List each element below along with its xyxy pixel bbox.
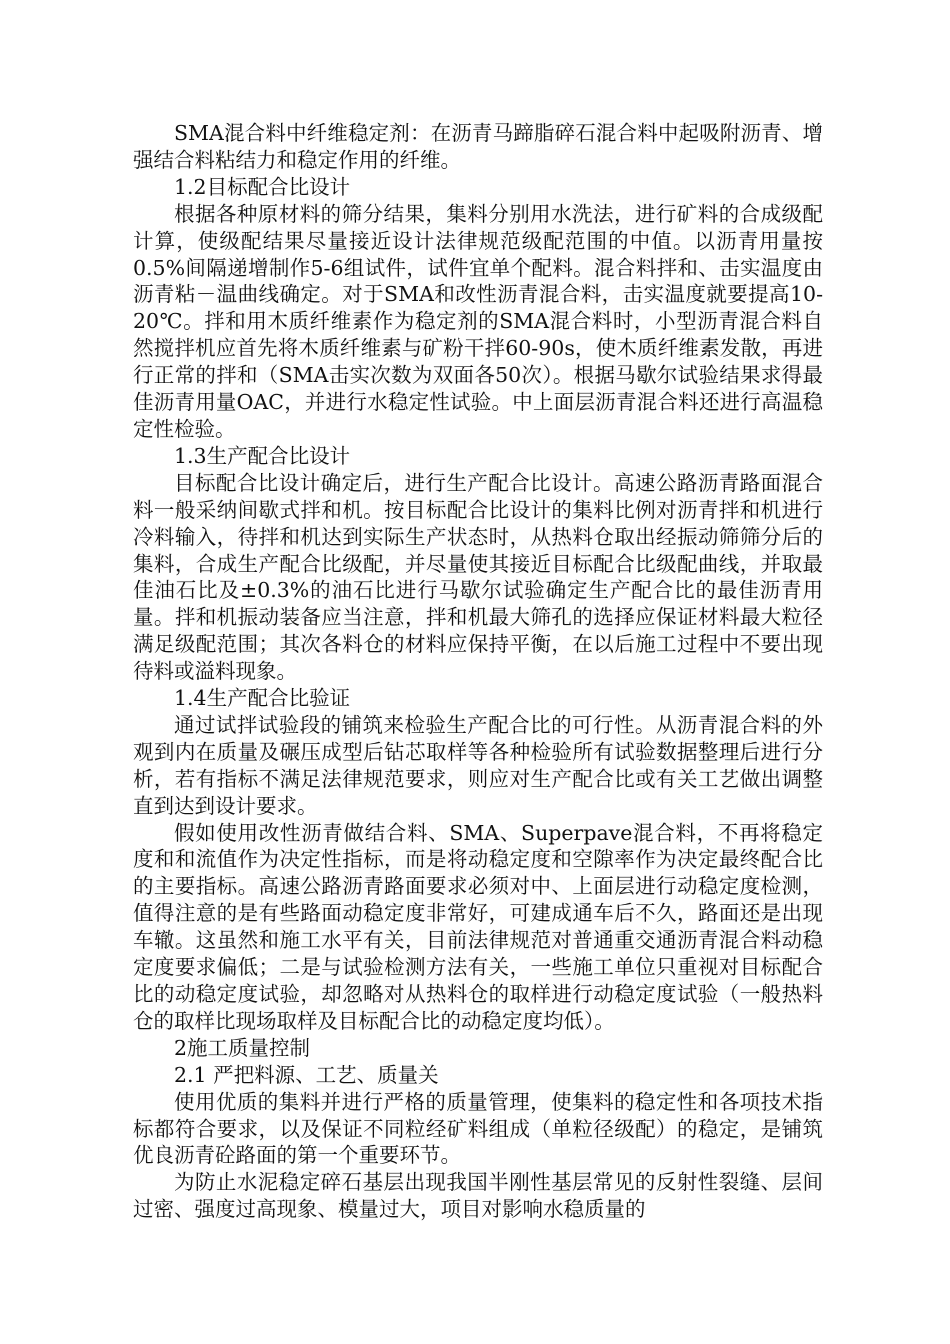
section-heading-1-3: 1.3生产配合比设计 <box>174 443 351 468</box>
document-page <box>133 120 823 1223</box>
paragraph-modified-asphalt: 假如使用改性沥青做结合料、SMA、Superpave混合料，不再将稳定度和和流值作为决定性指标，而是将动稳定度和空隙率作为决定最终配合比的主要指标。高速公路沥青路面要求必须对中、上面层进行动稳定度检测，值得注意的是有些路面动稳定度非常好，可建成通车后不久，路面还是出现车辙。这虽然和施工水平有关，目前法律规范对普通重交通沥青混合料动稳定度要求偏低；二是与试验检测方法有关，一些施工单位只重视对目标配合比的动稳定度试验，却忽略对从热料仓的取样进行动稳定度试验（一般热料仓的取样比现场取样及目标配合比的动稳定度均低）。 <box>133 820 823 1033</box>
section-heading-1-2: 1.2目标配合比设计 <box>174 174 351 199</box>
paragraph-cement-base: 为防止水泥稳定碎石基层出现我国半刚性基层常见的反射性裂缝、层间过密、强度过高现象、模量过大，项目对影响水稳质量的 <box>133 1170 823 1222</box>
section-heading-2: 2施工质量控制 <box>174 1035 311 1060</box>
paragraph-production-mix-verification: 通过试拌试验段的铺筑来检验生产配合比的可行性。从沥青混合料的外观到内在质量及碾压成型后钻芯取样等各种检验所有试验数据整理后进行分析，若有指标不满足法律规范要求，则应对生产配合比或有关工艺做出调整直到达到设计要求。 <box>133 712 823 818</box>
paragraph-sma-fiber: SMA混合料中纤维稳定剂：在沥青马蹄脂碎石混合料中起吸附沥青、增强结合料粘结力和稳定作用的纤维。 <box>133 121 823 172</box>
paragraph-target-mix-design: 根据各种原材料的筛分结果，集料分别用水洗法，进行矿料的合成级配计算，使级配结果尽量接近设计法律规范级配范围的中值。以沥青用量按0.5%间隔递增制作5-6组试件，试件宜单个配料。混合料拌和、击实温度由沥青粘－温曲线确定。对于SMA和改性沥青混合料，击实温度就要提高10-20℃。拌和用木质纤维素作为稳定剂的SMA混合料时，小型沥青混合料自然搅拌机应首先将木质纤维素与矿粉干拌60-90s，使木质纤维素发散，再进行正常的拌和（SMA击实次数为双面各50次）。根据马歇尔试验结果求得最佳沥青用量OAC，并进行水稳定性试验。中上面层沥青混合料还进行高温稳定性检验。 <box>133 201 823 441</box>
section-heading-1-4: 1.4生产配合比验证 <box>174 686 351 711</box>
paragraph-production-mix-design: 目标配合比设计确定后，进行生产配合比设计。高速公路沥青路面混合料一般采纳间歇式拌和机。按目标配合比设计的集料比例对沥青拌和机进行冷料输入，待拌和机达到实际生产状态时，从热料仓取出经振动筛筛分后的集料，合成生产配合比级配，并尽量使其接近目标配合比级配曲线，并取最佳油石比及±0.3%的油石比进行马歇尔试验确定生产配合比的最佳沥青用量。拌和机振动装备应当注意，拌和机最大筛孔的选择应保证材料最大粒径满足级配范围；其次各料仓的材料应保持平衡，在以后施工过程中不要出现待料或溢料现象。 <box>133 470 823 684</box>
paragraph-quality-aggregate: 使用优质的集料并进行严格的质量管理，使集料的稳定性和各项技术指标都符合要求，以及保证不同粒经矿料组成（单粒径级配）的稳定，是铺筑优良沥青砼路面的第一个重要环节。 <box>133 1089 823 1168</box>
section-heading-2-1: 2.1 严把料源、工艺、质量关 <box>174 1062 439 1087</box>
